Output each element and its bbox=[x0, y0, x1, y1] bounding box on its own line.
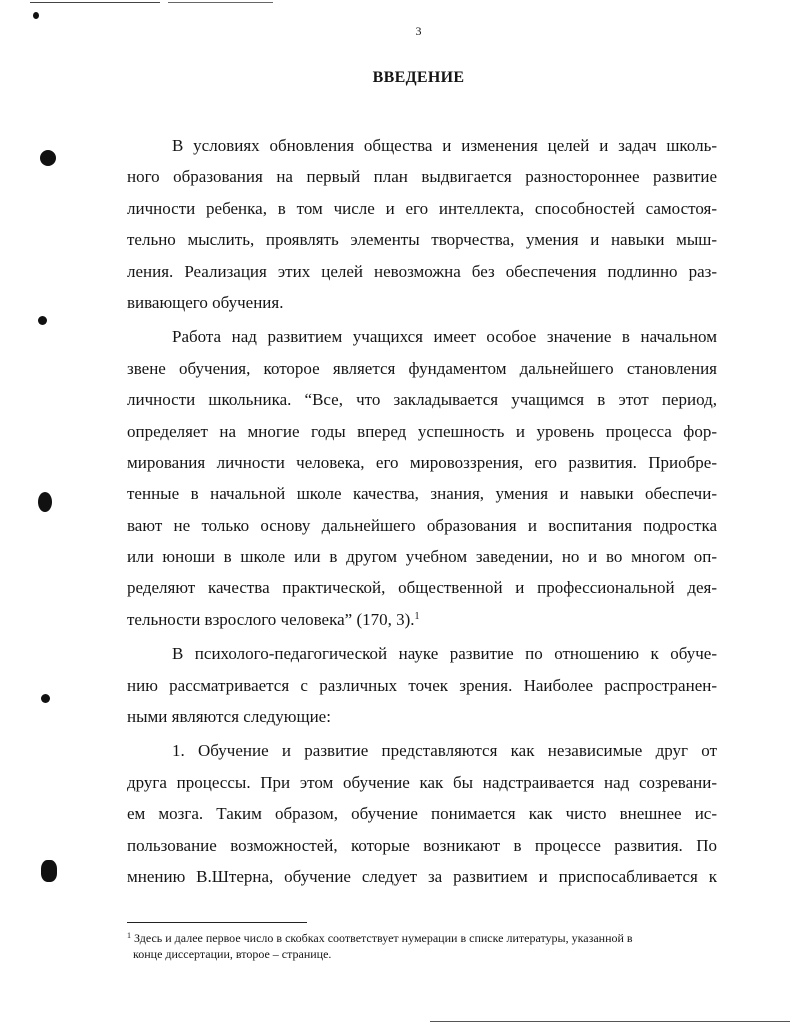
scan-artifact-line bbox=[168, 2, 273, 3]
footnote bbox=[127, 930, 717, 962]
footnote-line bbox=[127, 930, 717, 946]
scan-mark bbox=[38, 316, 47, 325]
scan-artifact-line bbox=[430, 1021, 790, 1022]
scan-mark bbox=[33, 12, 39, 19]
text-line: В психолого-педагогической науке развитие по отношению к обуче- bbox=[172, 644, 717, 664]
text-line: мирования личности человека, его мировоззрения, его развития. Приобре- bbox=[127, 452, 717, 472]
text-line: 1. Обучение и развитие представляются как независимые друг от bbox=[172, 741, 717, 761]
text-line: пользование возможностей, которые возникают в процессе развития. По bbox=[127, 835, 717, 855]
text-line: ного образования на первый план выдвигается разностороннее развитие bbox=[127, 167, 717, 187]
text-line: ными являются следующие: bbox=[127, 707, 331, 727]
text-line: ления. Реализация этих целей невозможна без обеспечения подлинно раз- bbox=[127, 261, 717, 281]
footnote-mark: 1 bbox=[127, 931, 131, 940]
page-number: 3 bbox=[415, 24, 422, 38]
text-line: ределяют качества практической, общественной и профессиональной дея- bbox=[127, 578, 717, 598]
text-line: вают не только основу дальнейшего образования и воспитания подростка bbox=[127, 515, 717, 535]
text-line: тенные в начальной школе качества, знания, умения и навыки обеспечи- bbox=[127, 484, 717, 504]
text-line: ем мозга. Таким образом, обучение понимается как чисто внешнее ис- bbox=[127, 804, 717, 824]
footnote-line: конце диссертации, второе – странице. bbox=[133, 947, 332, 961]
text-line: или юноши в школе или в другом учебном заведении, но и во многом оп- bbox=[127, 547, 717, 567]
text-line: Работа над развитием учащихся имеет особое значение в начальном bbox=[172, 327, 717, 347]
text-line: личности школьника. “Все, что закладывается учащимся в этот период, bbox=[127, 390, 717, 410]
text-line: определяет на многие годы вперед успешность и уровень процесса фор- bbox=[127, 421, 717, 441]
body-text bbox=[127, 130, 717, 892]
scan-mark bbox=[38, 492, 52, 512]
text-line: вивающего обучения. bbox=[127, 292, 284, 312]
text-line: мнению В.Штерна, обучение следует за развитием и приспосабливается к bbox=[127, 866, 717, 886]
footnote-reference[interactable]: 1 bbox=[414, 610, 420, 622]
scan-mark bbox=[41, 694, 50, 703]
footnote-divider bbox=[127, 922, 307, 923]
text-line: В условиях обновления общества и изменения целей и задач школь- bbox=[172, 136, 717, 155]
text-line: друга процессы. При этом обучение как бы надстраивается над созревани- bbox=[127, 772, 717, 792]
scan-mark bbox=[40, 150, 56, 166]
scan-artifact-line bbox=[30, 2, 160, 3]
scan-mark bbox=[41, 860, 57, 882]
text-line-content: тельности взрослого человека” (170, 3). bbox=[127, 609, 415, 629]
text-line: звене обучения, которое является фундаментом дальнейшего становления bbox=[127, 358, 717, 378]
page-title: ВВЕДЕНИЕ bbox=[372, 69, 465, 86]
text-line: личности ребенка, в том числе и его интеллекта, способностей самостоя- bbox=[127, 198, 717, 218]
text-line: нию рассматривается с различных точек зрения. Наиболее распространен- bbox=[127, 675, 717, 695]
text-line bbox=[127, 604, 717, 635]
text-line: тельно мыслить, проявлять элементы творчества, умения и навыки мыш- bbox=[127, 230, 717, 250]
footnote-text: Здесь и далее первое число в скобках соответствует нумерации в списке литературы, указанной в bbox=[131, 931, 633, 945]
